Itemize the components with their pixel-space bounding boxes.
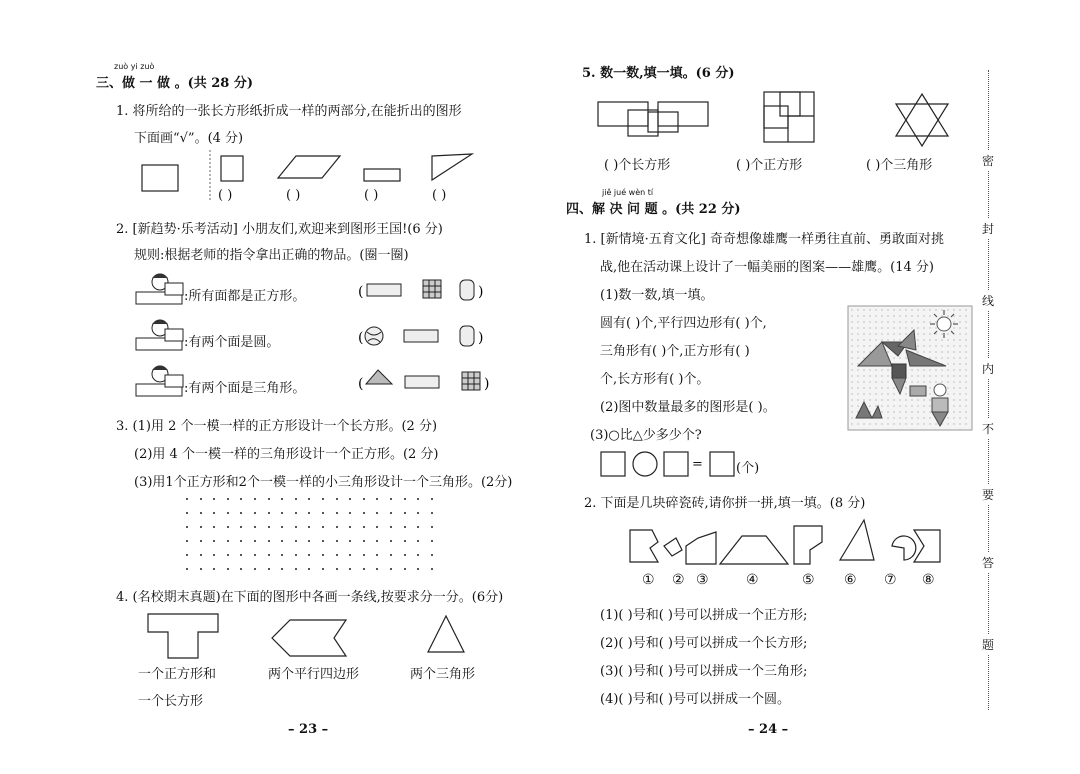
grid-dot	[336, 540, 338, 542]
s4q1-sub3: (3)○比△少多少个?	[590, 428, 702, 443]
tile-label-4: ④	[746, 572, 759, 588]
grid-dot	[281, 540, 283, 542]
grid-dot	[308, 526, 310, 528]
overlapping-rectangles-figure	[598, 102, 708, 136]
grid-dot	[213, 554, 215, 556]
tile-label-3: ③	[696, 572, 709, 588]
q5-blank-1[interactable]: ( )个长方形	[604, 158, 671, 173]
s4q2-line1: 2. 下面是几块碎瓷砖,请你拼一拼,填一填。(8 分)	[584, 496, 866, 511]
grid-dot	[227, 526, 229, 528]
q4-caption-4: 两个三角形	[410, 667, 476, 682]
grid-dot	[308, 554, 310, 556]
grid-dot	[322, 554, 324, 556]
binding-char-8: 题	[982, 634, 994, 655]
grid-dot	[431, 526, 433, 528]
s4q2-fill-4[interactable]: (4)( )号和( )号可以拼成一个圆。	[600, 692, 790, 707]
grid-dot	[308, 540, 310, 542]
grid-dot	[349, 554, 351, 556]
grid-dot	[363, 498, 365, 500]
grid-dot	[295, 512, 297, 514]
q3-a: 3. (1)用 2 个一模一样的正方形设计一个长方形。(2 分)	[116, 419, 438, 434]
grid-dot	[213, 498, 215, 500]
grid-dot	[308, 568, 310, 570]
q2-row-3: :有两个面是三角形。	[184, 381, 306, 396]
cuboid-box-icon	[404, 330, 438, 342]
triangular-prism-icon	[366, 370, 392, 384]
can-icon	[460, 326, 474, 346]
binding-char-2: 封	[982, 218, 994, 239]
q1-line1: 1. 将所给的一张长方形纸折成一样的两部分,在能折出的图形	[116, 104, 462, 119]
grid-dot	[281, 568, 283, 570]
section4-title: 四、解 决 问 题 。(共 22 分)	[566, 202, 741, 217]
t-shape	[148, 614, 218, 658]
grid-dot	[322, 540, 324, 542]
grid-dot	[295, 540, 297, 542]
tile-piece-3	[686, 532, 716, 564]
grid-dot	[186, 512, 188, 514]
tile-piece-4	[720, 536, 788, 564]
grid-dot	[200, 554, 202, 556]
grid-dot	[322, 512, 324, 514]
grid-dot	[431, 498, 433, 500]
q5-blank-3[interactable]: ( )个三角形	[866, 158, 933, 173]
grid-dot	[363, 512, 365, 514]
grid-dot	[281, 526, 283, 528]
grid-dot	[240, 526, 242, 528]
tile-piece-5	[794, 526, 822, 564]
q4-caption-3: 两个平行四边形	[268, 667, 360, 682]
grid-dot	[268, 526, 270, 528]
svg-text:): )	[478, 330, 484, 346]
grid-dot	[376, 554, 378, 556]
tile-piece-1	[630, 530, 658, 562]
q4-caption-1: 一个正方形和	[138, 667, 217, 682]
rectangle-shape	[142, 165, 178, 191]
grid-dot	[240, 554, 242, 556]
grid-dot	[240, 498, 242, 500]
grid-dot	[404, 540, 406, 542]
grid-dot	[404, 526, 406, 528]
grid-dot	[390, 498, 392, 500]
s4q2-fill-1[interactable]: (1)( )号和( )号可以拼成一个正方形;	[600, 608, 808, 623]
grid-dot	[417, 568, 419, 570]
rubik-cube-icon	[462, 372, 480, 390]
grid-dot	[349, 512, 351, 514]
grid-dot	[227, 554, 229, 556]
grid-dot	[390, 554, 392, 556]
q2-line2: 规则:根据老师的指令拿出正确的物品。(圈一圈)	[134, 248, 409, 263]
grid-dot	[186, 568, 188, 570]
answer-box-2	[664, 452, 688, 476]
eagle-picture	[848, 306, 972, 430]
grid-dot	[227, 540, 229, 542]
grid-dot	[281, 512, 283, 514]
grid-dot	[295, 526, 297, 528]
grid-dot	[295, 554, 297, 556]
tile-label-2: ②	[672, 572, 685, 588]
grid-dot	[254, 498, 256, 500]
cuboid-box-icon	[367, 284, 401, 296]
grid-dot	[240, 568, 242, 570]
rubik-cube-icon	[423, 280, 441, 298]
grid-dot	[240, 512, 242, 514]
grid-dot	[268, 568, 270, 570]
grid-dot	[376, 498, 378, 500]
grid-dot	[363, 554, 365, 556]
grid-dot	[254, 526, 256, 528]
grid-dot	[268, 554, 270, 556]
grid-dot	[349, 568, 351, 570]
grid-dot	[322, 526, 324, 528]
tile-label-5: ⑤	[802, 572, 815, 588]
grid-dot	[227, 498, 229, 500]
q1-blank-4[interactable]: ( )	[432, 188, 447, 203]
grid-dot	[404, 554, 406, 556]
grid-dot	[363, 540, 365, 542]
grid-dot	[213, 526, 215, 528]
grid-dot	[336, 512, 338, 514]
equation-equals: =	[692, 457, 703, 472]
tile-label-8: ⑧	[922, 572, 935, 588]
grid-dot	[281, 554, 283, 556]
grid-dot	[322, 568, 324, 570]
section3-title: 三、做 一 做 。(共 28 分)	[96, 76, 254, 91]
grid-dot	[363, 568, 365, 570]
can-icon	[460, 280, 474, 300]
teacher-icon-3	[136, 366, 183, 396]
tile-label-7: ⑦	[884, 572, 897, 588]
grid-dot	[227, 512, 229, 514]
grid-dot	[390, 568, 392, 570]
q4-caption-2: 一个长方形	[138, 694, 204, 709]
grid-dot	[254, 512, 256, 514]
grid-dot	[336, 526, 338, 528]
tile-label-1: ①	[642, 572, 655, 588]
binding-char-7: 答	[982, 552, 994, 573]
grid-dot	[404, 512, 406, 514]
triangle-shape	[432, 154, 472, 180]
grid-dot	[186, 554, 188, 556]
q3-c: (3)用1个正方形和2个一模一样的小三角形设计一个三角形。(2分)	[134, 475, 513, 490]
tile-piece-8	[914, 530, 940, 562]
q1-line2: 下面画“√”。(4 分)	[134, 131, 244, 146]
answer-circle	[633, 452, 657, 476]
grid-dot	[336, 568, 338, 570]
s4q1-fill2[interactable]: 三角形有( )个,正方形有( )	[600, 344, 750, 359]
grid-dot	[186, 498, 188, 500]
page-number-left: – 23 –	[288, 722, 329, 737]
binding-char-4: 内	[982, 358, 994, 379]
s4q1-line1: 1. [新情境·五育文化] 奇奇想像雄鹰一样勇往直前、勇敢面对挑	[584, 232, 944, 247]
grid-dot	[336, 554, 338, 556]
binding-char-1: 密	[982, 150, 994, 171]
grid-dot	[200, 498, 202, 500]
grid-dot	[390, 526, 392, 528]
grid-dot	[213, 540, 215, 542]
grid-dot	[417, 512, 419, 514]
q2-line1: 2. [新趋势·乐考活动] 小朋友们,欢迎来到图形王国!(6 分)	[116, 222, 443, 237]
grid-dot	[240, 540, 242, 542]
q5-line1: 5. 数一数,填一填。(6 分)	[582, 66, 735, 81]
square-shape	[221, 156, 243, 181]
grid-dot	[254, 554, 256, 556]
q2-row-1: :所有面都是正方形。	[184, 289, 306, 304]
grid-dot	[431, 554, 433, 556]
tile-piece-7	[892, 536, 916, 560]
small-rectangle-shape	[364, 169, 400, 181]
grid-dot	[227, 568, 229, 570]
s4q2-fill-2[interactable]: (2)( )号和( )号可以拼成一个长方形;	[600, 636, 808, 651]
s4q1-line2: 战,他在活动课上设计了一幅美丽的图案——雄鹰。(14 分)	[600, 260, 934, 275]
grid-dot	[404, 498, 406, 500]
grid-dot	[376, 540, 378, 542]
grid-dot	[322, 498, 324, 500]
grid-dot	[186, 540, 188, 542]
s4q1-fill3[interactable]: 个,长方形有( )个。	[600, 372, 710, 387]
grid-dot	[213, 568, 215, 570]
s4q1-sub2[interactable]: (2)图中数量最多的图形是( )。	[600, 400, 776, 415]
cuboid-box-icon	[405, 376, 439, 388]
grid-dot	[376, 526, 378, 528]
grid-dot	[308, 512, 310, 514]
answer-box-1	[601, 452, 625, 476]
svg-text:(: (	[358, 376, 364, 392]
grid-dot	[376, 512, 378, 514]
grid-dot	[268, 512, 270, 514]
grid-dot	[417, 554, 419, 556]
s4q1-sub1: (1)数一数,填一填。	[600, 288, 714, 303]
section4-pinyin: jiě jué wèn tí	[602, 188, 654, 197]
tile-piece-6	[840, 520, 874, 560]
grid-dot	[336, 498, 338, 500]
q5-figures	[540, 86, 980, 156]
grid-dot	[268, 498, 270, 500]
tile-piece-2	[664, 538, 682, 556]
s4q1-fill1[interactable]: 圆有( )个,平行四边形有( )个,	[600, 316, 767, 331]
grid-dot	[200, 526, 202, 528]
page-number-right: – 24 –	[748, 722, 789, 737]
grid-dot	[431, 512, 433, 514]
grid-dot	[363, 526, 365, 528]
q2-row-2: :有两个面是圆。	[184, 335, 280, 350]
grid-dot	[200, 568, 202, 570]
grid-dot	[268, 540, 270, 542]
grid-dot	[295, 568, 297, 570]
grid-dot	[376, 568, 378, 570]
grid-dot	[349, 540, 351, 542]
svg-text:(: (	[358, 330, 364, 346]
tile-pieces	[624, 516, 964, 576]
grid-dot	[213, 512, 215, 514]
teacher-icon-1	[136, 274, 183, 304]
arrow-hexagon-shape	[272, 620, 346, 656]
sun-circle	[937, 317, 951, 331]
tile-label-6: ⑥	[844, 572, 857, 588]
s4q2-fill-3[interactable]: (3)( )号和( )号可以拼成一个三角形;	[600, 664, 808, 679]
binding-char-3: 线	[982, 290, 994, 311]
nested-squares-figure	[764, 92, 814, 142]
star-of-david-figure	[896, 94, 948, 146]
q3-b: (2)用 4 个一模一样的三角形设计一个正方形。(2 分)	[134, 447, 439, 462]
teacher-icon-2	[136, 320, 183, 350]
grid-dot	[390, 512, 392, 514]
q1-blank-3[interactable]: ( )	[364, 188, 379, 203]
grid-dot	[431, 540, 433, 542]
binding-char-5: 不	[982, 418, 994, 439]
grid-dot	[281, 498, 283, 500]
grid-dot	[186, 526, 188, 528]
svg-text:): )	[478, 284, 484, 300]
q1-blank-2[interactable]: ( )	[286, 188, 301, 203]
grid-dot	[417, 498, 419, 500]
svg-text:): )	[484, 376, 490, 392]
grid-dot	[200, 540, 202, 542]
equation-unit: (个)	[736, 461, 760, 476]
grid-dot	[417, 540, 419, 542]
grid-dot	[200, 512, 202, 514]
q5-blank-2[interactable]: ( )个正方形	[736, 158, 803, 173]
q4-shapes	[0, 610, 540, 670]
grid-dot	[254, 568, 256, 570]
right-page	[540, 0, 1080, 774]
grid-dot	[308, 498, 310, 500]
q4-line1: 4. (名校期末真题)在下面的图形中各画一条线,按要求分一分。(6分)	[116, 590, 504, 605]
svg-text:(: (	[358, 284, 364, 300]
grid-dot	[254, 540, 256, 542]
parallelogram-shape	[278, 156, 340, 178]
triangle-shape	[428, 616, 464, 652]
section3-pinyin: zuò yi zuò	[114, 62, 155, 71]
binding-char-6: 要	[982, 484, 994, 505]
grid-dot	[417, 526, 419, 528]
q1-blank-1[interactable]: ( )	[218, 188, 233, 203]
grid-dot	[349, 498, 351, 500]
answer-box-3	[710, 452, 734, 476]
grid-dot	[295, 498, 297, 500]
ball-icon	[365, 327, 383, 345]
grid-dot	[404, 568, 406, 570]
grid-dot	[431, 568, 433, 570]
grid-dot	[349, 526, 351, 528]
grid-dot	[390, 540, 392, 542]
